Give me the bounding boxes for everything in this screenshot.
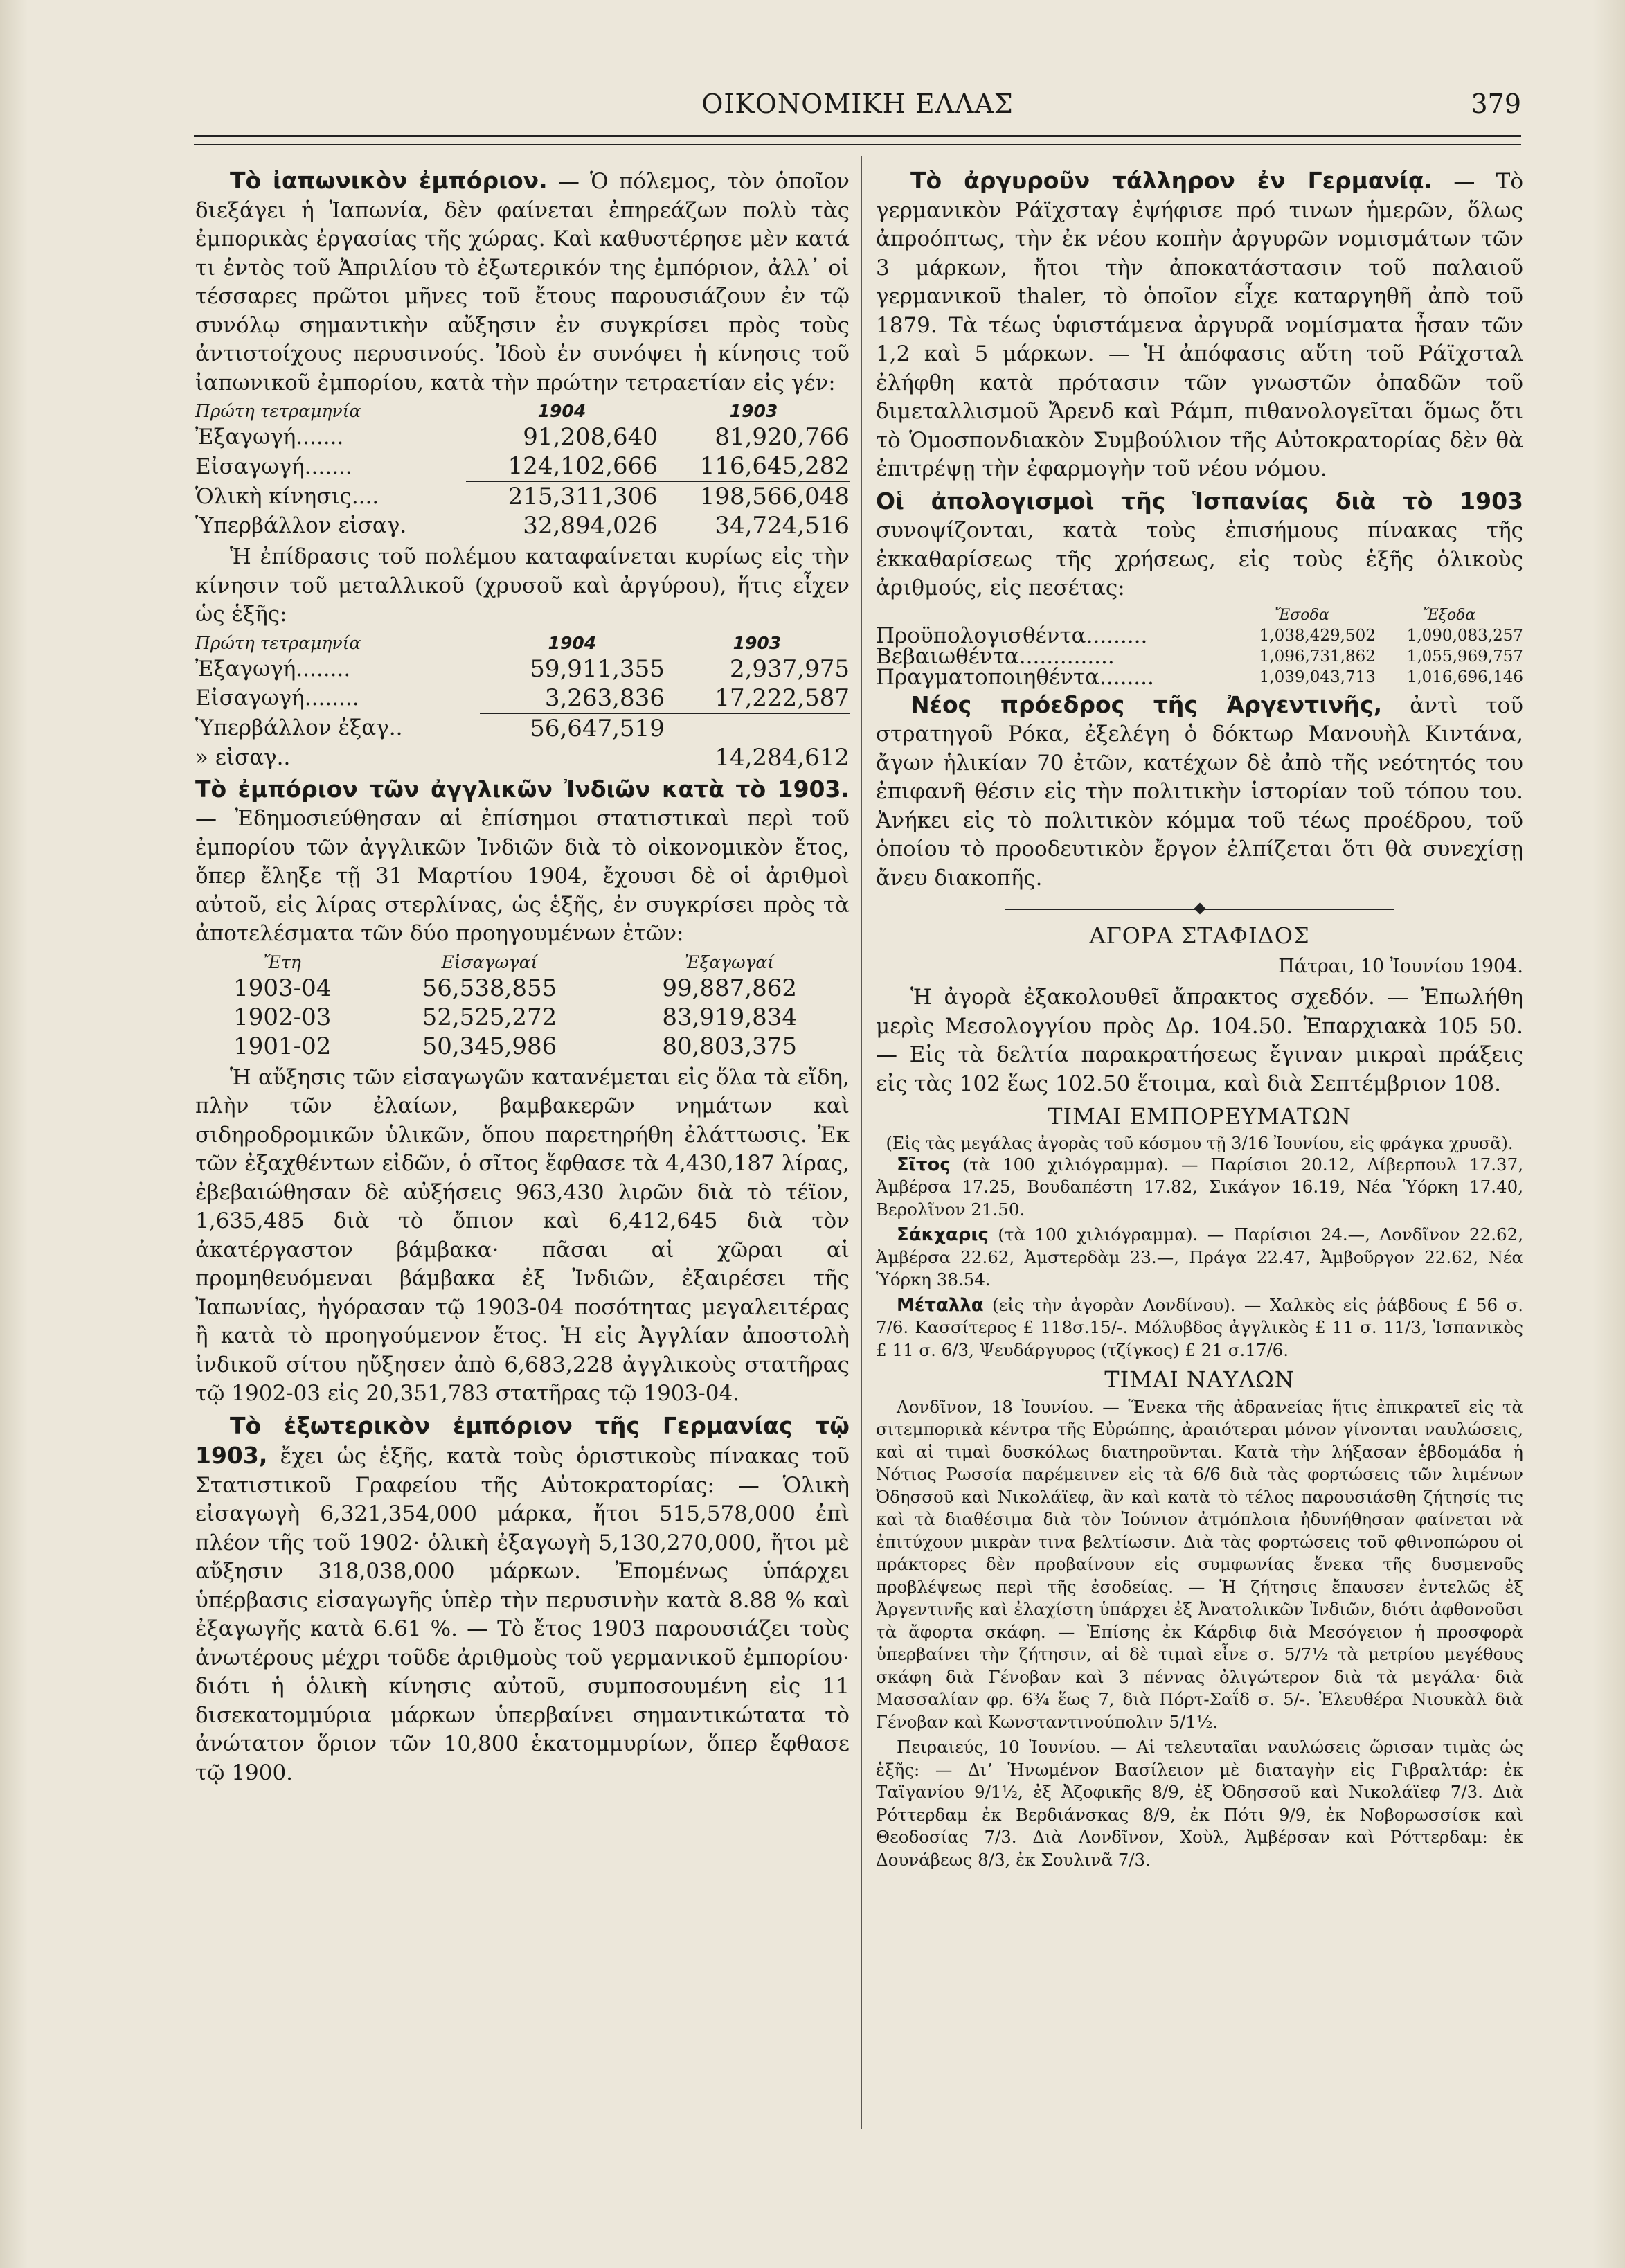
page-header bbox=[194, 83, 1521, 132]
table-row: Ἐξαγωγή........ 59,911,355 2,937,975 bbox=[195, 654, 850, 683]
article-heading: Τὸ ἰαπωνικὸν ἐμπόριον. bbox=[230, 167, 548, 194]
article-text: ἀντὶ τοῦ στρατηγοῦ Ρόκα, ἐξελέγη ὁ δόκτωρ Μανουὴλ Κιντάνα, ἄγων ἡλικίαν 70 ἐτῶν, κατέχων δὲ ἀπὸ τῆς νεότητός του ἐπιφανῆ θέσιν εἰς τὴν πολιτικὴν ἱστορίαν τοῦ τόπου του. Ἀνήκει εἰς τὸ πολιτικὸν κόμμα τοῦ τέως προέδρου, τοῦ ὁποίου τὸ προοδευτικὸν ἔργον ἐλπίζεται ὅτι θὰ συνεχίσῃ ἄνευ διακοπῆς. bbox=[876, 693, 1523, 891]
article-heading: Οἱ ἀπολογισμοὶ τῆς Ἱσπανίας διὰ τὸ 1903 bbox=[876, 487, 1523, 515]
article-heading: Τὸ ἐμπόριον τῶν ἀγγλικῶν Ἰνδιῶν κατὰ τὸ 1903. bbox=[195, 775, 850, 803]
article-text: Ἡ ἐπίδρασις τοῦ πολέμου καταφαίνεται κυρίως εἰς τὴν κίνησιν τοῦ μεταλλικοῦ (χρυσοῦ καὶ ἀργύρου), ἥτις εἶχεν ὡς ἑξῆς: bbox=[195, 544, 850, 627]
article-japan-trade bbox=[195, 166, 850, 772]
section-title: ΑΓΟΡΑ ΣΤΑΦΙΔΟΣ bbox=[1089, 922, 1310, 949]
article-thaler bbox=[876, 166, 1523, 484]
column-header: Εἰσαγωγαί bbox=[441, 952, 538, 972]
section-title: ΤΙΜΑΙ ΕΜΠΟΡΕΥΜΑΤΩΝ bbox=[1048, 1103, 1352, 1129]
article-text: Λονδῖνον, 18 Ἰουνίου. — Ἕνεκα τῆς ἀδρανείας ἥτις ἐπικρατεῖ εἰς τὰ σιτεμπορικὰ κέντρα τῆς Εὐρώπης, ἀραιότεραι μόνον γίνονται ναυλώσεις, καὶ αἱ τιμαὶ δυσκόλως διατηροῦνται. Κατὰ τὴν λήξασαν ἑβδομάδα ἡ Νότιος Ρωσσία παρέμεινεν εἰς τὰ 6/6 διὰ τὰς φορτώσεις τῶν λιμένων Ὀδησσοῦ καὶ Νικολάϊεφ, ἂν καὶ κατὰ τὸ τέλος παρουσιάσθη ζήτησίς τις καὶ τὰ διαθέσιμα διὰ τὸν Ἰούνιον ἀτμόπλοια ἠδυνήθησαν φαίνεται νὰ ἐπιτύχουν μικρὰν τινα βελτίωσιν. Διὰ τὰς φορτώσεις τοῦ φθινοπώρου οἱ πράκτορες δὲν προβαίνουν εἰς συμφωνίας ἕνεκα τῆς δυσμενοῦς προβλέψεως περὶ τῆς ἐσοδείας. — Ἡ ζήτησις ἔπαυσεν ἐντελῶς ἐξ Ἀργεντινῆς καὶ ἐλαχίστη ὑπάρχει ἐξ Ἀνατολικῶν Ἰνδιῶν, διότι ἀφθονοῦσι τὰ ἄφορτα σκάφη. — Ἐπίσης ἐκ Κάρδιφ διὰ Μεσόγειον ἡ προσφορὰ ὑπερβαίνει τὴν ζήτησιν, αἱ δὲ τιμαὶ εἶνε σ. 5/7½ τὰ μετρίου μεγέθους σκάφη διὰ Γένοβαν καὶ 3 πέννας ὀλιγώτερον διὰ τὰ μεγάλα· διὰ Μασσαλίαν φρ. 6¾ ἕως 7, διὰ Πόρτ-Σαΐδ σ. 5/-. Ἐλευθέρα Νιουκὰλ διὰ Γένοβαν καὶ Κωνσταντινούπολιν 5/1½. bbox=[876, 1396, 1523, 1732]
table-row: Εἰσαγωγή....... 124,102,666 116,645,282 bbox=[195, 452, 850, 480]
article-india-trade bbox=[195, 775, 850, 1409]
section-note: (Εἰς τὰς μεγάλας ἀγορὰς τοῦ κόσμου τῇ 3/16 Ἰουνίου, εἰς φράγκα χρυσᾶ). bbox=[886, 1133, 1514, 1153]
table-row: Ὑπερβάλλον εἰσαγ. 32,894,026 34,724,516 bbox=[195, 512, 850, 539]
article-heading: Τὸ ἀργυροῦν τάλληρον ἐν Γερμανίᾳ. bbox=[910, 167, 1433, 194]
article-heading: Νέος πρόεδρος τῆς Ἀργεντινῆς, bbox=[910, 690, 1383, 718]
freight-rates bbox=[876, 1366, 1523, 1871]
column-header: Ἐξαγωγαί bbox=[685, 952, 775, 972]
column-header: 1904 bbox=[537, 401, 586, 421]
table-caption: Πρώτη τετραμηνία bbox=[195, 401, 361, 421]
table-row: 1903-04 56,538,855 99,887,862 bbox=[233, 974, 797, 1002]
table-row: Βεβαιωθέντα.............. 1,096,731,862 1,055,969,757 bbox=[876, 643, 1523, 669]
running-title: ΟΙΚΟΝΟΜΙΚΗ ΕΛΛΑΣ bbox=[701, 89, 1014, 119]
section-divider bbox=[1005, 902, 1394, 916]
spain-budget-table bbox=[876, 606, 1523, 688]
article-heading: Τὸ ἐξωτερικὸν ἐμπόριον τῆς Γερμανίας τῷ 1903, bbox=[195, 1411, 850, 1469]
article-text: — Ὁ πόλεμος, τὸν ὁποῖον διεξάγει ἡ Ἰαπωνία, δὲν φαίνεται ἐπηρεάζων πολὺ τὰς ἐμπορικὰς ἐργασίας τῆς χώρας. Καὶ καθυστέρησε μὲν κατά τι ἐντὸς τοῦ Ἀπριλίου τὸ ἐξωτερικόν της ἐμπόριον, ἀλλ᾽ οἱ τέσσαρες πρῶτοι μῆνες τοῦ ἔτους παρουσιάζουν ἐν τῷ συνόλῳ σημαντικὴν αὔξησιν ἐν συγκρίσει πρὸς τοὺς ἀντιστοίχους περυσινούς. Ἰδοὺ ἐν συνόψει ἡ κίνησις τοῦ ἰαπωνικοῦ ἐμπορίου, κατὰ τὴν πρώτην τετραετίαν εἰς γέν: bbox=[195, 169, 850, 395]
article-germany-trade bbox=[195, 1411, 850, 1788]
dateline: Πάτραι, 10 Ἰουνίου 1904. bbox=[1278, 955, 1523, 977]
list-item: Σῖτος (τὰ 100 χιλιόγραμμα). — Παρίσιοι 20.12, Λίβερπουλ 17.37, Ἀμβέρσα 17.25, Βουδαπέστη 17.82, Σικάγον 16.19, Νέα Ὑόρκη 17.40, Βερολῖνον 21.50. bbox=[876, 1154, 1523, 1220]
article-spain-budget bbox=[876, 487, 1523, 688]
table-row: » εἰσαγ.. 14,284,612 bbox=[195, 743, 850, 771]
article-text: Πειραιεύς, 10 Ἰουνίου. — Αἱ τελευταῖαι ναυλώσεις ὥρισαν τιμὰς ὡς ἑξῆς: — Διʼ Ἡνωμένον Βασίλειον μὲ διαταγὴν εἰς Γιβραλτάρ: ἐκ Ταϊγανίου 9/1½, ἐξ Ἀζοφικῆς 8/9, ἐξ Ὀδησσοῦ καὶ Νικολάϊεφ 7/3. Διὰ Ρόττερδαμ ἐκ Βερδιάνσκας 8/9, ἐκ Πότι 9/9, ἐκ Νοβορωσσίσκ καὶ Θεοδοσίας 7/3. Διὰ Λονδῖνον, Χοὺλ, Ἀμβέρσαν καὶ Ρόττερδαμ: ἐκ Δουνάβεως 8/3, ἐκ Σουλινᾶ 7/3. bbox=[876, 1737, 1523, 1870]
list-item: Σάκχαρις (τὰ 100 χιλιόγραμμα). — Παρίσιοι 24.—, Λονδῖνον 22.62, Ἀμβέρσα 22.62, Ἀμστερδὰμ 23.—, Πράγα 22.47, Ἀμβοῦργον 22.62, Νέα Ὑόρκη 38.54. bbox=[876, 1224, 1523, 1289]
table-row: Εἰσαγωγή........ 3,263,836 17,222,587 bbox=[195, 684, 850, 712]
article-text: ἔχει ὡς ἑξῆς, κατὰ τοὺς ὁριστικοὺς πίνακας τοῦ Στατιστικοῦ Γραφείου τῆς Αὐτοκρατορίας: — Ὁλικὴ εἰσαγωγὴ 6,321,354,000 μάρκα, ἤτοι 515,578,000 ἐπὶ πλέον τῆς τοῦ 1902· ὁλικὴ ἐξαγωγὴ 5,130,270,000, ἤτοι μὲ αὔξησιν 318,038,000 μάρκων. Ἐπομένως ὑπάρχει ὑπέρβασις εἰσαγωγῆς ὑπὲρ τὴν περυσινὴν κατὰ 8.88 % καὶ ἐξαγωγῆς κατὰ 6.61 %. — Τὸ ἔτος 1903 παρουσιάζει τοὺς ἀνωτέρους μέχρι τοῦδε ἀριθμοὺς τοῦ γερμανικοῦ ἐμπορίου· διότι ἡ ὁλικὴ κίνησις αὐτοῦ, συμποσουμένη εἰς 11 δισεκατομμύρια μάρκων ὑπερβαίνει σημαντικώτατα τὸ ἀνώτατον ὅριον τῶν 10,800 ἑκατομμυρίων, ὅπερ ἔφθασε τῷ 1900. bbox=[195, 1444, 850, 1785]
column-header: 1903 bbox=[733, 632, 782, 653]
page-number: 379 bbox=[1471, 89, 1521, 119]
column-header: 1903 bbox=[729, 401, 778, 421]
article-text: Ἡ αὔξησις τῶν εἰσαγωγῶν κατανέμεται εἰς ὅλα τὰ εἴδη, πλὴν τῶν ἐλαίων, βαμβακερῶν νημάτων καὶ σιδηροδρομικῶν ὑλικῶν, ὅπου παρετηρήθη ἐλάττωσις. Ἐκ τῶν ἐξαχθέντων εἰδῶν, ὁ σῖτος ἔφθασε τὰ 4,430,187 λίρας, ἐβεβαιώθησαν δὲ αὐξήσεις 963,430 λιρῶν διὰ τὸ τέϊον, 1,635,485 διὰ τὸ ὄπιον καὶ 6,412,645 διὰ τὸν ἀκατέργαστον βάμβακα· πᾶσαι αἱ χῶραι αἱ προμηθευόμεναι βάμβακα ἐξ Ἰνδιῶν, ἐξαιρέσει τῆς Ἰαπωνίας, ἠγόρασαν τῷ 1903-04 ποσότητας μεγαλειτέρας ἢ κατὰ τὸ προηγούμενον ἔτος. Ἡ εἰς Ἀγγλίαν ἀποστολὴ ἰνδικοῦ σίτου ηὔξησεν ἀπὸ 6,683,228 ἀγγλικοὺς στατῆρας τῷ 1902-03 εἰς 20,351,783 στατῆρας τῷ 1903-04. bbox=[195, 1064, 850, 1406]
column-header: Ἔσοδα bbox=[1275, 606, 1329, 624]
table-row: 1901-02 50,345,986 80,803,375 bbox=[233, 1032, 797, 1060]
currant-market bbox=[876, 922, 1523, 1098]
table-row: Ἐξαγωγή....... 91,208,640 81,920,766 bbox=[195, 423, 850, 451]
section-title: ΤΙΜΑΙ ΝΑΥΛΩΝ bbox=[1104, 1366, 1295, 1393]
article-text: — Τὸ γερμανικὸν Ράϊχσταγ ἐψήφισε πρό τινων ἡμερῶν, ὅλως ἀπροόπτως, τὴν ἐκ νέου κοπὴν ἀργυρῶν νομισμάτων τῶν 3 μάρκων, ἤτοι τὴν ἀποκατάστασιν τοῦ παλαιοῦ γερμανικοῦ thaler, τὸ ὁποῖον εἶχε καταργηθῆ ἀπὸ τοῦ 1879. Τὰ τέως ὑφιστάμενα ἀργυρᾶ νομίσματα ἦσαν τῶν 1,2 καὶ 5 μάρκων. — Ἡ ἀπόφασις αὕτη τοῦ Ράϊχσταλ ἐλήφθη κατὰ πρότασιν τῶν γνωστῶν ὀπαδῶν τοῦ διμεταλλισμοῦ Ἄρενδ καὶ Ράμπ, πιθανολογεῖται ὅμως ὅτι τὸ Ὁμοσπονδιακὸν Συμβούλιον τῆς Αὐτοκρατορίας δὲν θὰ ἐπιτρέψῃ τὴν ἐφαρμογὴν τοῦ νέου νόμου. bbox=[876, 169, 1523, 481]
column-divider bbox=[861, 156, 862, 2129]
article-text: — Ἐδημοσιεύθησαν αἱ ἐπίσημοι στατιστικαὶ περὶ τοῦ ἐμπορίου τῶν ἀγγλικῶν Ἰνδιῶν διὰ τὸ οἰκονομικὸν ἔτος, ὅπερ ἔληξε τῇ 31 Μαρτίου 1904, ἔχουσι δὲ οἱ ἀριθμοὶ αὐτοῦ, εἰς λίρας στερλίνας, ὡς ἑξῆς, ἐν συγκρίσει πρὸς τὰ ἀποτελέσματα τῶν δύο προηγουμένων ἐτῶν: bbox=[195, 806, 850, 946]
japan-specie-table bbox=[195, 632, 850, 772]
column-header: Ἔτη bbox=[263, 952, 301, 972]
article-text: Ἡ ἀγορὰ ἐξακολουθεῖ ἄπρακτος σχεδόν. — Ἐπωλήθη μερὶς Μεσολογγίου πρὸς Δρ. 104.50. Ἐπαρχιακὰ 105 50. — Εἰς τὰ δελτία παρακρατήσεως ἔγιναν μικραὶ πράξεις εἰς τὰς 102 ἕως 102.50 ἕτοιμα, καὶ διὰ Σεπτέμβριον 108. bbox=[876, 985, 1523, 1096]
list-item: Μέταλλα (εἰς τὴν ἀγορὰν Λονδίνου). — Χαλκὸς εἰς ῥάβδους £ 56 σ. 7/6. Κασσίτερος £ 118σ.15/-. Μόλυβδος ἀγγλικὸς £ 11 σ. 11/3, Ἱσπανικὸς £ 11 σ. 6/3, Ψευδάργυρος (τζίγκος) £ 21 σ.17/6. bbox=[876, 1294, 1523, 1360]
commodity-prices bbox=[876, 1102, 1523, 1361]
india-trade-table bbox=[195, 952, 850, 1061]
left-column bbox=[195, 166, 850, 1790]
article-argentina-president bbox=[876, 690, 1523, 893]
table-row: Πραγματοποιηθέντα........ 1,039,043,713 1,016,696,146 bbox=[876, 664, 1523, 690]
table-caption: Πρώτη τετραμηνία bbox=[195, 632, 361, 653]
table-row: 1902-03 52,525,272 83,919,834 bbox=[233, 1003, 797, 1031]
table-row: Ὑπερβάλλον ἐξαγ.. 56,647,519 bbox=[195, 713, 850, 743]
column-header: Ἔξοδα bbox=[1423, 606, 1476, 624]
table-row: Προϋπολογισθέντα......... 1,038,429,502 1,090,083,257 bbox=[876, 623, 1523, 648]
japan-trade-table bbox=[195, 400, 850, 540]
header-rule bbox=[194, 135, 1521, 145]
right-column bbox=[876, 166, 1523, 1874]
table-row: Ὁλικὴ κίνησις.... 215,311,306 198,566,048 bbox=[195, 483, 850, 510]
column-header: 1904 bbox=[548, 632, 597, 653]
article-text: συνοψίζονται, κατὰ τοὺς ἐπισήμους πίνακας τῆς ἐκκαθαρίσεως τῆς χρήσεως, εἰς τοὺς ἑξῆς ὁλικοὺς ἀριθμούς, εἰς πεσέτας: bbox=[876, 518, 1523, 600]
